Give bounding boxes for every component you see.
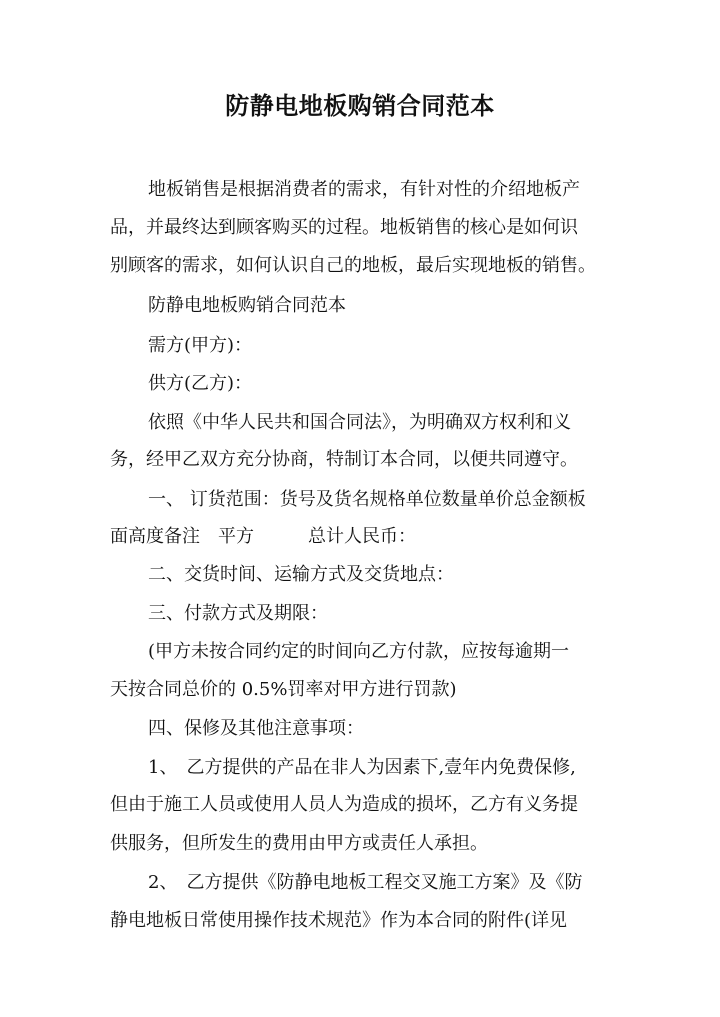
buyer-field: 需方(甲方)： [148, 335, 253, 356]
clause-line: 四、保修及其他注意事项： [148, 718, 364, 739]
paragraph-line: (甲方未按合同约定的时间向乙方付款，应按每逾期一 [148, 641, 570, 662]
paragraph-line: 静电地板日常使用操作技术规范》作为本合同的附件(详见 [110, 910, 568, 931]
paragraph-line: 天按合同总价的 0.5%罚率对甲方进行罚款) [110, 679, 457, 700]
clause-line: 1、 乙方提供的产品在非人为因素下,壹年内免费保修, [148, 757, 576, 778]
section-heading: 防静电地板购销合同范本 [148, 295, 346, 316]
paragraph-line: 地板销售是根据消费者的需求，有针对性的介绍地板产 [148, 179, 580, 200]
paragraph-line: 但由于施工人员或使用人员人为造成的损坏，乙方有义务提 [110, 794, 578, 815]
paragraph-line: 依照《中华人民共和国合同法》，为明确双方权利和义 [148, 412, 571, 433]
paragraph-line: 务，经甲乙双方充分协商，特制订本合同，以便共同遵守。 [110, 449, 578, 470]
paragraph-line: 供服务，但所发生的费用由甲方或责任人承担。 [110, 833, 488, 854]
clause-line: 2、 乙方提供《防静电地板工程交叉施工方案》及《防 [148, 872, 583, 893]
seller-field: 供方(乙方)： [148, 373, 253, 394]
paragraph-line: 别顾客的需求，如何认识自己的地板，最后实现地板的销售。 [110, 255, 596, 276]
clause-line: 一、 订货范围：货号及货名规格单位数量单价总金额板 [148, 489, 586, 510]
clause-line: 三、付款方式及期限： [148, 603, 328, 624]
clause-line: 面高度备注 平方 总计人民币： [110, 526, 416, 547]
document-title: 防静电地板购销合同范本 [225, 92, 495, 120]
clause-line: 二、交货时间、运输方式及交货地点： [148, 564, 454, 585]
paragraph-line: 品，并最终达到顾客购买的过程。地板销售的核心是如何识 [110, 217, 578, 238]
